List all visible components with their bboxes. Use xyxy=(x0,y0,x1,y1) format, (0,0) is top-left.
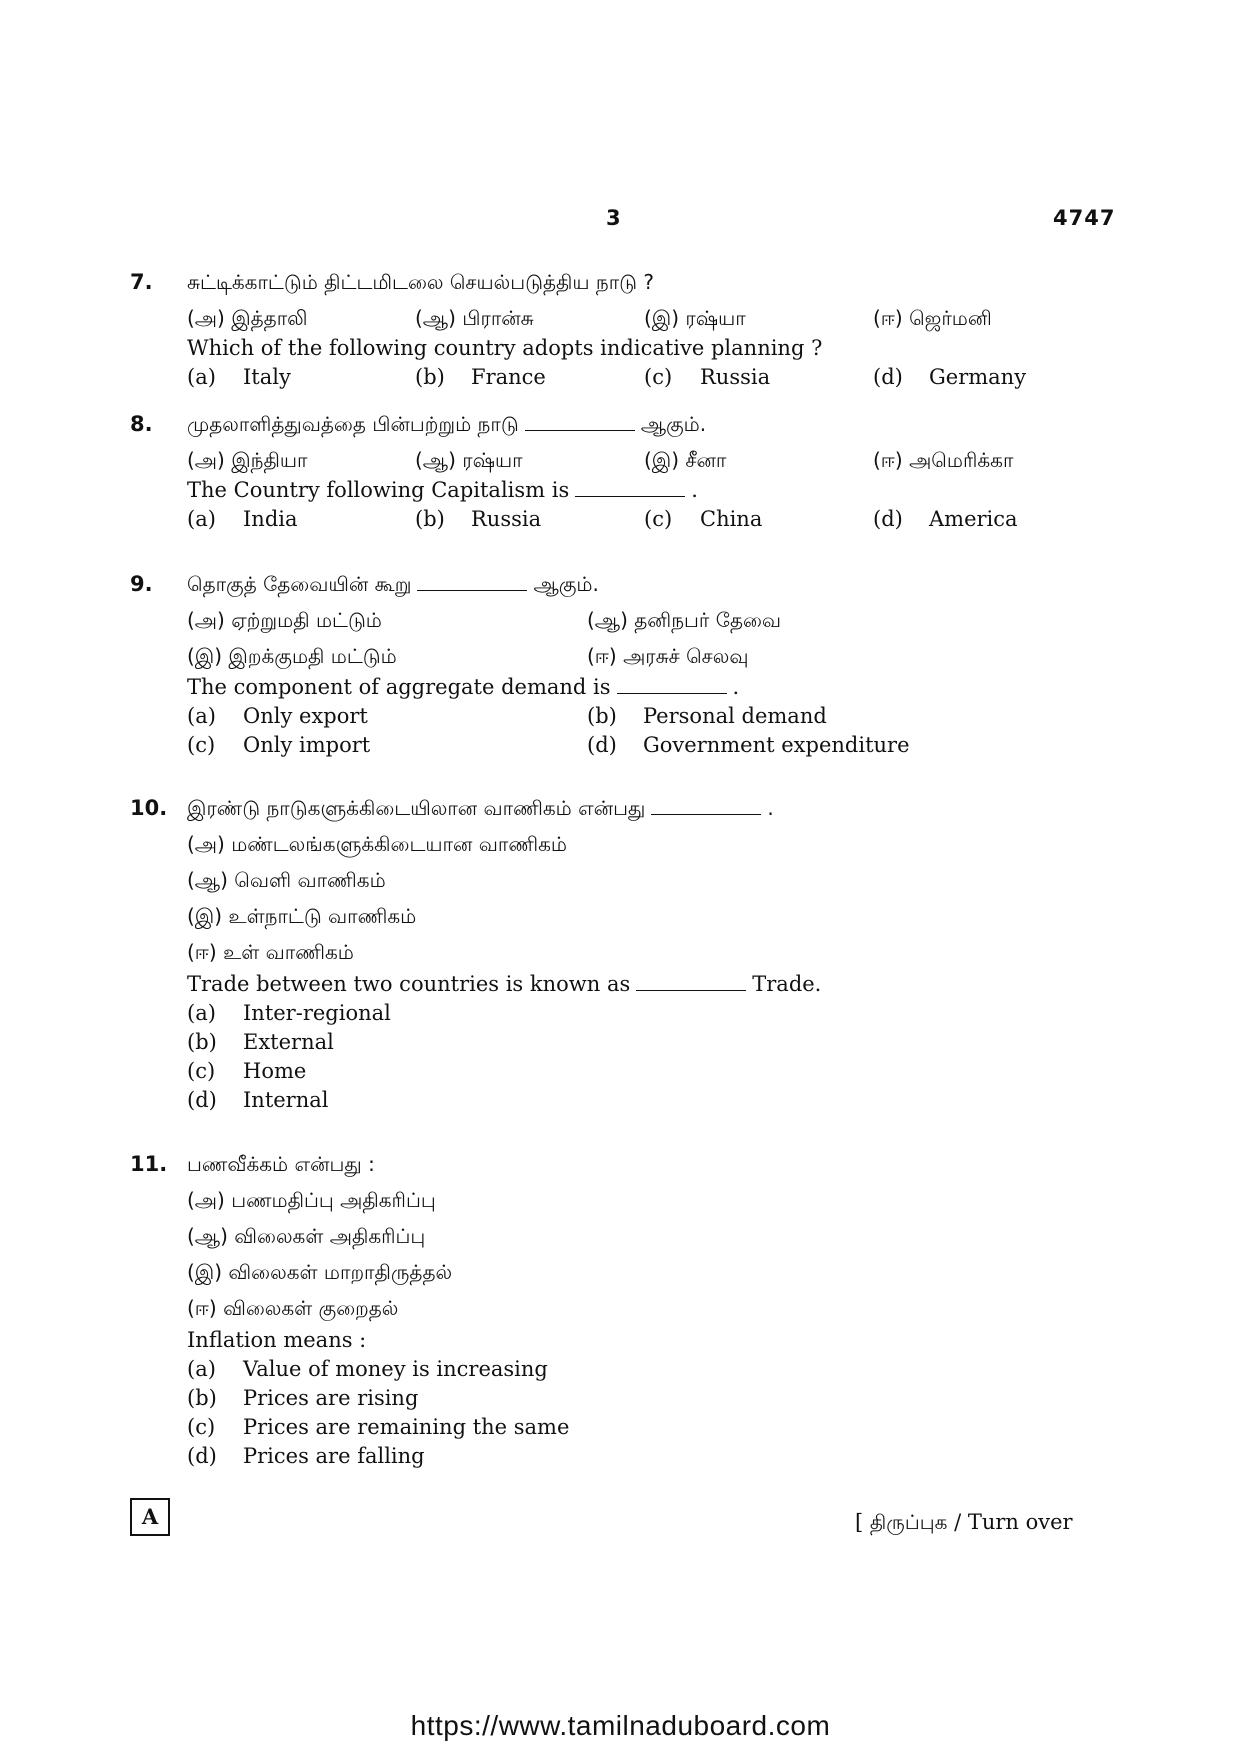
turn-over-sep: / xyxy=(954,1510,962,1534)
question-text-ta: பணவீக்கம் என்பது : xyxy=(187,1152,375,1176)
question-number: 7. xyxy=(130,270,153,294)
option: (ஆ) பிரான்சு xyxy=(415,306,534,330)
answer-blank xyxy=(636,989,746,991)
question-number: 10. xyxy=(130,796,168,820)
option-en: (c) Prices are remaining the same xyxy=(187,1415,570,1439)
option: (ஈ) ஜெர்மனி xyxy=(873,306,992,330)
page-number: 3 xyxy=(606,206,621,230)
option-en: (d) Prices are falling xyxy=(187,1444,425,1468)
option: (c) Only import xyxy=(187,733,371,757)
turn-over-ta: திருப்புக xyxy=(869,1510,948,1534)
option-en: (c) Home xyxy=(187,1059,307,1083)
question-text-ta: இரண்டு நாடுகளுக்கிடையிலான வாணிகம் என்பது . xyxy=(187,796,774,820)
option-en: (a) Inter-regional xyxy=(187,1001,391,1025)
answer-blank xyxy=(617,692,727,694)
question-text-en: Which of the following country adopts indicative planning ? xyxy=(187,336,823,360)
option: (ஈ) அரசுச் செலவு xyxy=(587,644,749,668)
turn-over-en: Turn over xyxy=(967,1510,1073,1534)
option-en: (a) Value of money is increasing xyxy=(187,1357,548,1381)
answer-blank xyxy=(651,813,761,815)
option-ta: (ஈ) விலைகள் குறைதல் xyxy=(187,1296,399,1320)
option: (அ) இந்தியா xyxy=(187,448,308,472)
option: (b) Personal demand xyxy=(587,704,827,728)
option: (ஆ) தனிநபர் தேவை xyxy=(587,608,782,632)
option: (இ) ரஷ்யா xyxy=(644,306,746,330)
option-ta: (ஈ) உள் வாணிகம் xyxy=(187,940,354,964)
option: (d) America xyxy=(873,507,1018,531)
option-ta: (இ) விலைகள் மாறாதிருத்தல் xyxy=(187,1260,453,1284)
answer-blank xyxy=(525,429,635,431)
option-ta: (ஆ) வெளி வாணிகம் xyxy=(187,868,386,892)
turn-over-note xyxy=(855,1510,1073,1537)
option: (அ) ஏற்றுமதி மட்டும் xyxy=(187,608,382,632)
option: (a) Only export xyxy=(187,704,368,728)
question-text-en: The component of aggregate demand is . xyxy=(187,675,740,699)
question-number: 9. xyxy=(130,572,153,596)
option: (ஈ) அமெரிக்கா xyxy=(873,448,1014,472)
question-number: 8. xyxy=(130,412,153,436)
question-text-ta: சுட்டிக்காட்டும் திட்டமிடலை செயல்படுத்திய நாடு ? xyxy=(187,270,655,294)
answer-blank xyxy=(575,495,685,497)
answer-blank xyxy=(417,589,527,591)
option: (d) Government expenditure xyxy=(587,733,910,757)
question-text-en: The Country following Capitalism is . xyxy=(187,478,698,502)
question-text-en: Trade between two countries is known as Trade. xyxy=(187,972,822,996)
option: (d) Germany xyxy=(873,365,1027,389)
option: (a) Italy xyxy=(187,365,291,389)
option: (இ) இறக்குமதி மட்டும் xyxy=(187,644,397,668)
option-ta: (இ) உள்நாட்டு வாணிகம் xyxy=(187,904,417,928)
option: (ஆ) ரஷ்யா xyxy=(415,448,523,472)
option: (இ) சீனா xyxy=(644,448,727,472)
option: (c) Russia xyxy=(644,365,771,389)
option-en: (b) External xyxy=(187,1030,334,1054)
question-text-ta: தொகுத் தேவையின் கூறு ஆகும். xyxy=(187,572,599,596)
series-box: A xyxy=(130,1498,170,1536)
option: (b) France xyxy=(415,365,546,389)
question-number: 11. xyxy=(130,1152,168,1176)
option: (அ) இத்தாலி xyxy=(187,306,308,330)
option: (a) India xyxy=(187,507,298,531)
option-en: (d) Internal xyxy=(187,1088,329,1112)
option-en: (b) Prices are rising xyxy=(187,1386,419,1410)
option-ta: (அ) பணமதிப்பு அதிகரிப்பு xyxy=(187,1188,436,1212)
question-text-en: Inflation means : xyxy=(187,1328,367,1352)
paper-code: 4747 xyxy=(1053,206,1116,230)
option-ta: (ஆ) விலைகள் அதிகரிப்பு xyxy=(187,1224,426,1248)
question-text-ta: முதலாளித்துவத்தை பின்பற்றும் நாடு ஆகும். xyxy=(187,412,707,436)
option: (b) Russia xyxy=(415,507,542,531)
option-ta: (அ) மண்டலங்களுக்கிடையான வாணிகம் xyxy=(187,832,567,856)
turn-over-bracket: [ xyxy=(855,1510,864,1534)
option: (c) China xyxy=(644,507,763,531)
watermark-url: https://www.tamilnaduboard.com xyxy=(410,1710,831,1741)
